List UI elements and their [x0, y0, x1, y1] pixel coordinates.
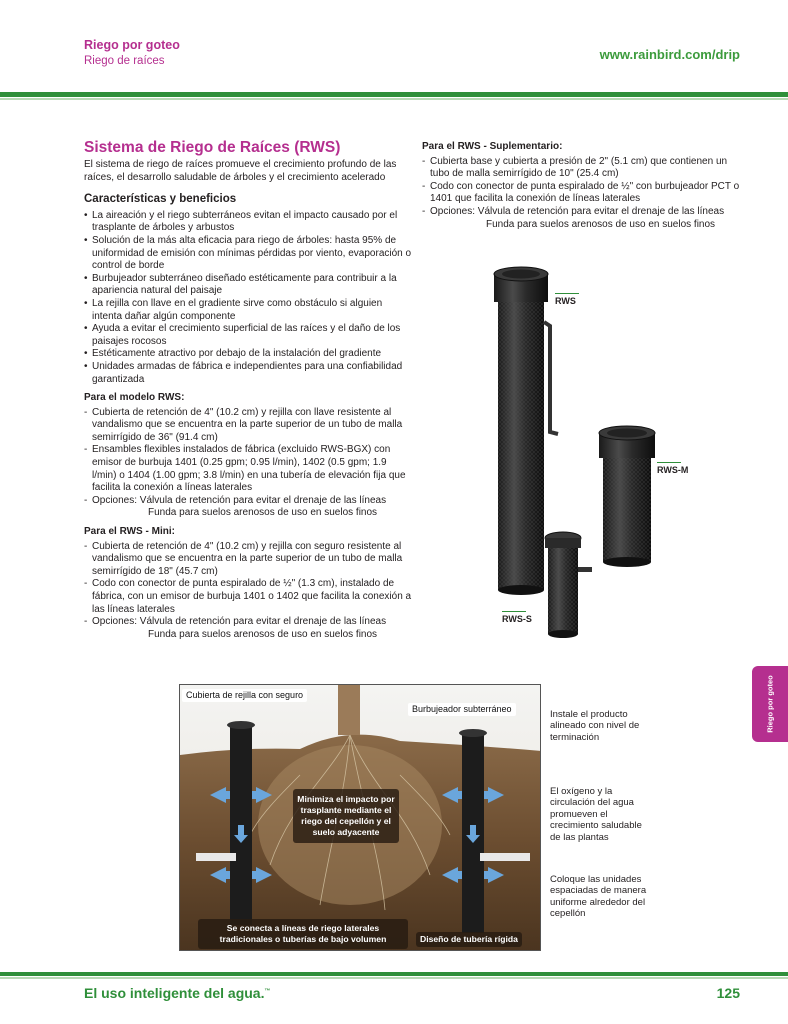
label-bottom-right: Diseño de tubería rígida [416, 932, 522, 947]
side-tab[interactable] [752, 666, 788, 742]
rws-sup-heading: Para el RWS - Suplementario: [422, 141, 563, 152]
callout-oxygen: El oxígeno y la circulación del agua promueven el crecimiento saludable de las plantas [550, 786, 642, 843]
features-list [84, 210, 412, 386]
features-heading: Características y beneficios [84, 193, 237, 206]
list-item: - Cubierta base y cubierta a presión de 2" (5.1 cm) que contienen un tubo de malla semirrígido de 10" (25.4 cm) [422, 156, 742, 181]
list-item: • La aireación y el riego subterráneos evitan el impacto causado por el trasplante de árboles y arbustos [84, 210, 412, 235]
list-item: - Ensambles flexibles instalados de fábrica (excluido RWS-BGX) con emisor de burbuja 1401 (0.25 gpm; 0.95 l/min), 1402 (0.5 gpm; 1.9 l/min) o 1404 (1.00 gpm; 3.8 l/min) en una tubería de elevación fija que facilita la conexión a líneas laterales [84, 444, 412, 494]
rws-heading: Para el modelo RWS: [84, 392, 185, 404]
tree-trunk [338, 685, 360, 735]
side-tab-label: Riego por goteo [765, 675, 775, 733]
footer-divider-light [0, 977, 788, 979]
footer-slogan [84, 985, 270, 1001]
list-item: - Cubierta de retención de 4" (10.2 cm) y rejilla con seguro resistente al vandalismo que se encuentra en la parte superior de un tubo de malla semirrígido de 18" (45.7 cm) [84, 541, 412, 579]
list-item: - Codo con conector de punta espiralado de ½" con burbujeador PCT o 1401 que facilita la conexión de líneas laterales [422, 181, 742, 206]
options-text: Opciones: Válvula de retención para evitar el drenaje de las líneas [92, 616, 387, 628]
rws-mini-list [84, 541, 412, 642]
footer-slogan-text: El uso inteligente del agua. [84, 985, 265, 1001]
page-title: Sistema de Riego de Raíces (RWS) [84, 139, 341, 156]
list-item [422, 206, 742, 231]
left-lateral [196, 853, 236, 861]
label-bottom-left: Se conecta a líneas de riego laterales tradicionales o tuberías de bajo volumen [198, 919, 408, 949]
callout-place: Coloque las unidades espaciadas de manera uniforme alrededor del cepellón [550, 874, 647, 920]
footer-divider [0, 972, 788, 976]
header-category: Riego por goteo [84, 38, 180, 52]
list-item: • Burbujeador subterráneo diseñado estéticamente para contribuir a la apariencia natural del paisaje [84, 273, 412, 298]
label-rws: RWS [555, 296, 576, 306]
options-continued: Funda para suelos arenosos de uso en suelos finos [486, 218, 716, 230]
intro-text: El sistema de riego de raíces promueve el crecimiento profundo de las raíces, el desarrollo saludable de árboles y el crecimiento acelerado [84, 159, 397, 183]
rws-mini-heading: Para el RWS - Mini: [84, 526, 175, 538]
header-url[interactable]: www.rainbird.com/drip [599, 47, 740, 62]
label-rws-m: RWS-M [657, 465, 689, 475]
label-bubbler: Burbujeador subterráneo [408, 703, 516, 716]
list-item [84, 616, 412, 641]
options-continued: Funda para suelos arenosos de uso en suelos finos [148, 507, 378, 519]
page-number: 125 [716, 985, 740, 1001]
list-item: • Ayuda a evitar el crecimiento superficial de las raíces y el daño de los paisajes rocosos [84, 323, 412, 348]
rws-sup-list [422, 156, 742, 232]
list-item: • La rejilla con llave en el gradiente sirve como obstáculo si alguien intenta dañar algún componente [84, 298, 412, 323]
options-text: Opciones: Válvula de retención para evitar el drenaje de las líneas [92, 494, 387, 506]
header-divider-light [0, 98, 788, 100]
label-rws-s: RWS-S [502, 614, 532, 624]
list-item: - Cubierta de retención de 4" (10.2 cm) y rejilla con llave resistente al vandalismo que se encuentra en la parte superior de un tubo de malla semirrígido de 36" (91.4 cm) [84, 407, 412, 445]
options-continued: Funda para suelos arenosos de uso en suelos finos [148, 628, 378, 640]
left-column [84, 138, 412, 647]
list-item: • Solución de la más alta eficacia para riego de árboles: hasta 95% de uniformidad de emisión con mínimas pérdidas por viento, evaporación o control de borde [84, 235, 412, 273]
rws-list [84, 407, 412, 520]
callout-install: Instale el producto alineado con nivel de terminación [550, 709, 640, 743]
label-center: Minimiza el impacto por trasplante mediante el riego del cepellón y el suelo adyacente [293, 789, 399, 843]
installation-diagram [179, 684, 541, 951]
trademark: ™ [264, 988, 271, 995]
label-cover: Cubierta de rejilla con seguro [182, 689, 307, 702]
options-text: Opciones: Válvula de retención para evitar el drenaje de las líneas [430, 205, 725, 217]
list-item [84, 495, 412, 520]
right-column [422, 138, 742, 237]
right-lateral [480, 853, 530, 861]
header-subcategory: Riego de raíces [84, 55, 165, 67]
list-item: - Codo con conector de punta espiralado de ½" (1.3 cm), instalado de fábrica, con un emisor de burbuja 1401 o 1402 que facilita la conexión a las líneas laterales [84, 578, 412, 616]
header-divider [0, 92, 788, 97]
list-item: • Estéticamente atractivo por debajo de la instalación del gradiente [84, 348, 412, 361]
product-photo [480, 262, 720, 644]
rws-m-tube [599, 426, 655, 567]
list-item: • Unidades armadas de fábrica e independientes para una confiabilidad garantizada [84, 361, 412, 386]
product-illustration [480, 262, 720, 644]
rws-s-tube [545, 532, 592, 638]
